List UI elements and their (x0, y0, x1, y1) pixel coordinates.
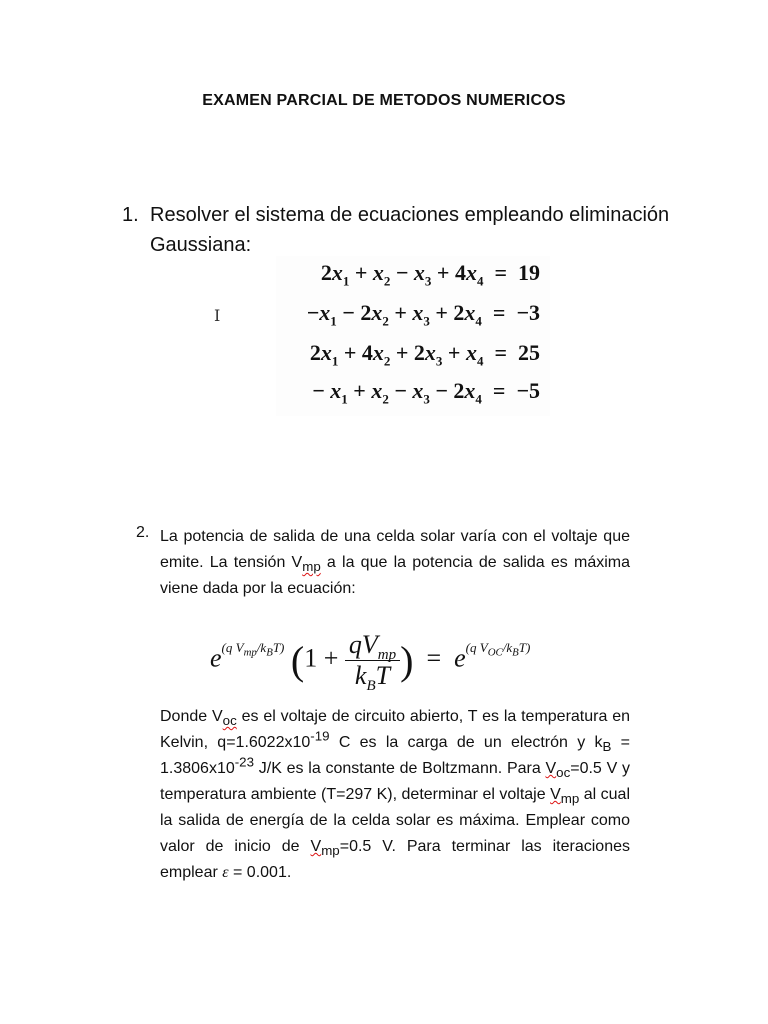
equation-1: $2x_1 + x_2 - x_3 + 4x_4 = 19$ (320, 260, 540, 289)
question-1-number: 1. (122, 204, 139, 226)
equation-3: $2x_1 + 4x_2 + 2x_3 + x_4 = 25$ (309, 340, 540, 369)
question-2-number: 2. (136, 524, 150, 541)
exam-title: EXAMEN PARCIAL DE METODOS NUMERICOS (202, 92, 566, 109)
question-2-intro: La potencia de salida de una celda solar varía con el voltaje que emite. La tensión $V_{mp}$ a la que la potencia de salida es máxima viene dada por la ecuación: (160, 528, 630, 597)
question-1-text-line2: Gaussiana: (150, 234, 252, 256)
question-2-body: Donde $V_{oc}$ es el voltaje de circuito abierto, T es la temperatura en Kelvin, $q=1.6022x10^{-19}$ C es la carga de un electrón y $k_B = 1.3806x10^{-23}$ J/K es la constante de Boltzmann. Para $V_{oc}=0.5$ V y temperatura ambiente (T=297 K), determinar el voltaje $V_{mp}$ al cual la salida de energía de la celda solar es máxima. Emplear como valor de inicio de $V_{mp}=0.5$ V. Para terminar las iteraciones emplear ε = 0.001. (160, 708, 631, 881)
equation-system (276, 256, 550, 416)
equation-2: $-x_1 - 2x_2 + x_3 + 2x_4 = -3$ (306, 300, 540, 329)
question-1-text-line1: Resolver el sistema de ecuaciones empleando eliminación (150, 204, 670, 226)
equation-4: − $x_1 + x_2 - x_3 - 2x_4 = -5$ (312, 378, 540, 407)
solar-cell-equation: $e^{(q V_{mp}/k_BT)}$ (1 + $\frac{qV_{mp}}{k_BT}$ ) = $e^{(q V_{OC}/k_BT)}$ (210, 630, 531, 695)
text-cursor-icon: I (214, 306, 221, 325)
